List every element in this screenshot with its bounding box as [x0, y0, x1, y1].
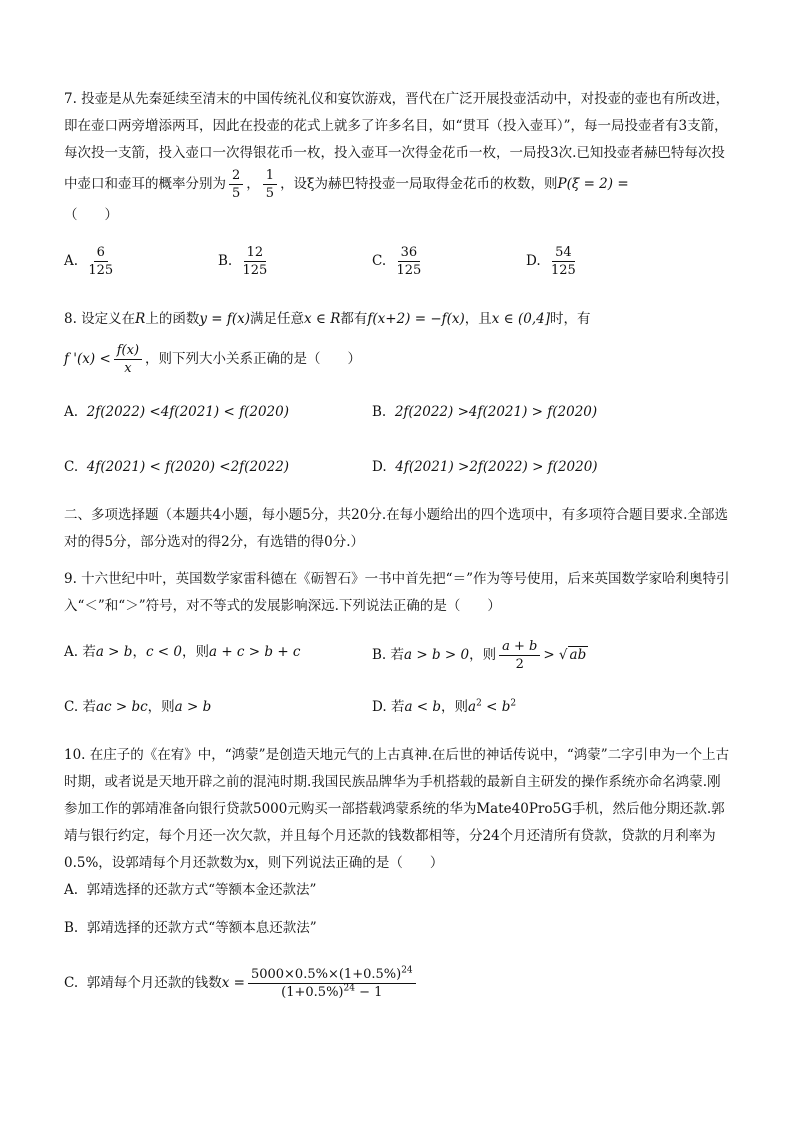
fraction-1-5: $\frac{1}{5}$: [263, 167, 277, 202]
question-8-line2: f '(x) < $\frac{f(x)}{x}$ ，则下列大小关系正确的是（ ）: [64, 343, 362, 376]
q8-option-c[interactable]: C. 4f(2021) < f(2020) <2f(2022): [64, 459, 290, 475]
q10-option-a[interactable]: A. 郭靖选择的还款方式“等额本金还款法”: [64, 882, 317, 898]
question-8: 8. 设定义在R上的函数y = f(x)满足任意x ∈ R都有f(x+2) = −f(x)，且x ∈ (0,4]时，有: [64, 311, 591, 327]
question-7-text-b: ，设ξ为赫巴特投壶一局取得金花币的枚数，则: [280, 176, 558, 192]
q9-option-b[interactable]: B. 若a > b > 0，则 $\frac{a + b}{2}$ > √ ab: [372, 639, 587, 672]
probability-expression: P(ξ = 2) =: [557, 176, 629, 192]
q7-option-c[interactable]: C. $\frac{36}{125}$: [372, 245, 422, 278]
fraction-a-plus-b-over-2: $\frac{a + b}{2}$: [499, 638, 540, 673]
section-2-heading: 二、多项选择题（本题共4小题，每小题5分，共20分.在每小题给出的四个选项中，有多项符合题目要求.全部选对的得5分，部分选对的得2分，有选错的得0分.）: [64, 507, 728, 550]
q8-option-a[interactable]: A. 2f(2022) <4f(2021) < f(2020): [64, 404, 289, 420]
repayment-formula: $\frac{5000\times 0.5\%\times(1+0.5\%)^{24}}{(1+0.5\%)^{24} - 1}$: [248, 966, 416, 1001]
q7-option-d[interactable]: D. $\frac{54}{125}$: [526, 245, 576, 278]
question-10: 10. 在庄子的《在宥》中，“鸿蒙”是创造天地元气的上古真神.在后世的神话传说中，“鸿蒙”二字引申为一个上古时期，或者说是天地开辟之前的混沌时期.我国民族品牌华为手机搭载的最新自主研发的操作系统亦命名鸿蒙.刚参加工作的郭靖准备向银行贷款5000元购买一部搭载鸿蒙系统的华为Mate40Pro5G手机，然后他分期还款.郭靖与银行约定，每个月还一次欠款，并且每个月还款的钱数都相等，分24个月还清所有贷款，贷款的月利率为0.5%，设郭靖每个月还款数为x，则下列说法正确的是（ ）: [64, 747, 730, 871]
q8-option-d[interactable]: D. 4f(2021) >2f(2022) > f(2020): [372, 459, 598, 475]
fraction-fx-over-x: $\frac{f(x)}{x}$: [114, 342, 142, 377]
question-7: 7. 投壶是从先秦延续至清末的中国传统礼仪和宴饮游戏，晋代在广泛开展投壶活动中，对投壶的壶也有所改进，即在壶口两旁增添两耳，因此在投壶的花式上就多了许多名目，如“贯耳（投入壶耳）”，每一局投壶者有3支箭，每次投一支箭，投入壶口一次得银花币一枚，投入壶耳一次得金花币一枚，一局投3次.已知投壶者赫巴特每次投中壶口和壶耳的概率分别为 $\frac{2}{5}$ ， $\frac{1}{5}$ ，设ξ为赫巴特投壶一局取得金花币的枚数，则P(ξ = 2) = （ ）: [64, 91, 730, 223]
q7-option-a[interactable]: A. $\frac{6}{125}$: [64, 245, 114, 278]
q9-option-a[interactable]: A. 若a > b，c < 0，则a + c > b + c: [64, 644, 301, 660]
q9-option-c[interactable]: C. 若ac > bc，则a > b: [64, 699, 212, 715]
fraction-2-5: $\frac{2}{5}$: [229, 167, 243, 202]
q8-option-b[interactable]: B. 2f(2022) >4f(2021) > f(2020): [372, 404, 598, 420]
q7-option-b[interactable]: B. $\frac{12}{125}$: [218, 245, 268, 278]
q9-option-d[interactable]: D. 若a < b，则$a^2 < b^2$: [372, 698, 517, 715]
question-9: 9. 十六世纪中叶，英国数学家雷科德在《砺智石》一书中首先把“＝”作为等号使用，后来英国数学家哈利奥特引入“＜”和“＞”符号，对不等式的发展影响深远.下列说法正确的是（ ）: [64, 571, 730, 614]
answer-paren: （ ）: [64, 207, 118, 223]
q10-option-b[interactable]: B. 郭靖选择的还款方式“等额本息还款法”: [64, 920, 317, 936]
q10-option-c[interactable]: C. 郭靖每个月还款的钱数x = $\frac{5000\times 0.5\%\times(1+0.5\%)^{24}}{(1+0.5\%)^{24} - 1}$: [64, 966, 419, 1001]
sqrt-ab: ab: [569, 647, 587, 663]
question-7-text: 7. 投壶是从先秦延续至清末的中国传统礼仪和宴饮游戏，晋代在广泛开展投壶活动中，对投壶的壶也有所改进，即在壶口两旁增添两耳，因此在投壶的花式上就多了许多名目，如“贯耳（投入壶耳）”，每一局投壶者有3支箭，每次投一支箭，投入壶口一次得银花币一枚，投入壶耳一次得金花币一枚，一局投3次.已知投壶者赫巴特每次投中壶口和壶耳的概率分别为: [64, 91, 730, 192]
